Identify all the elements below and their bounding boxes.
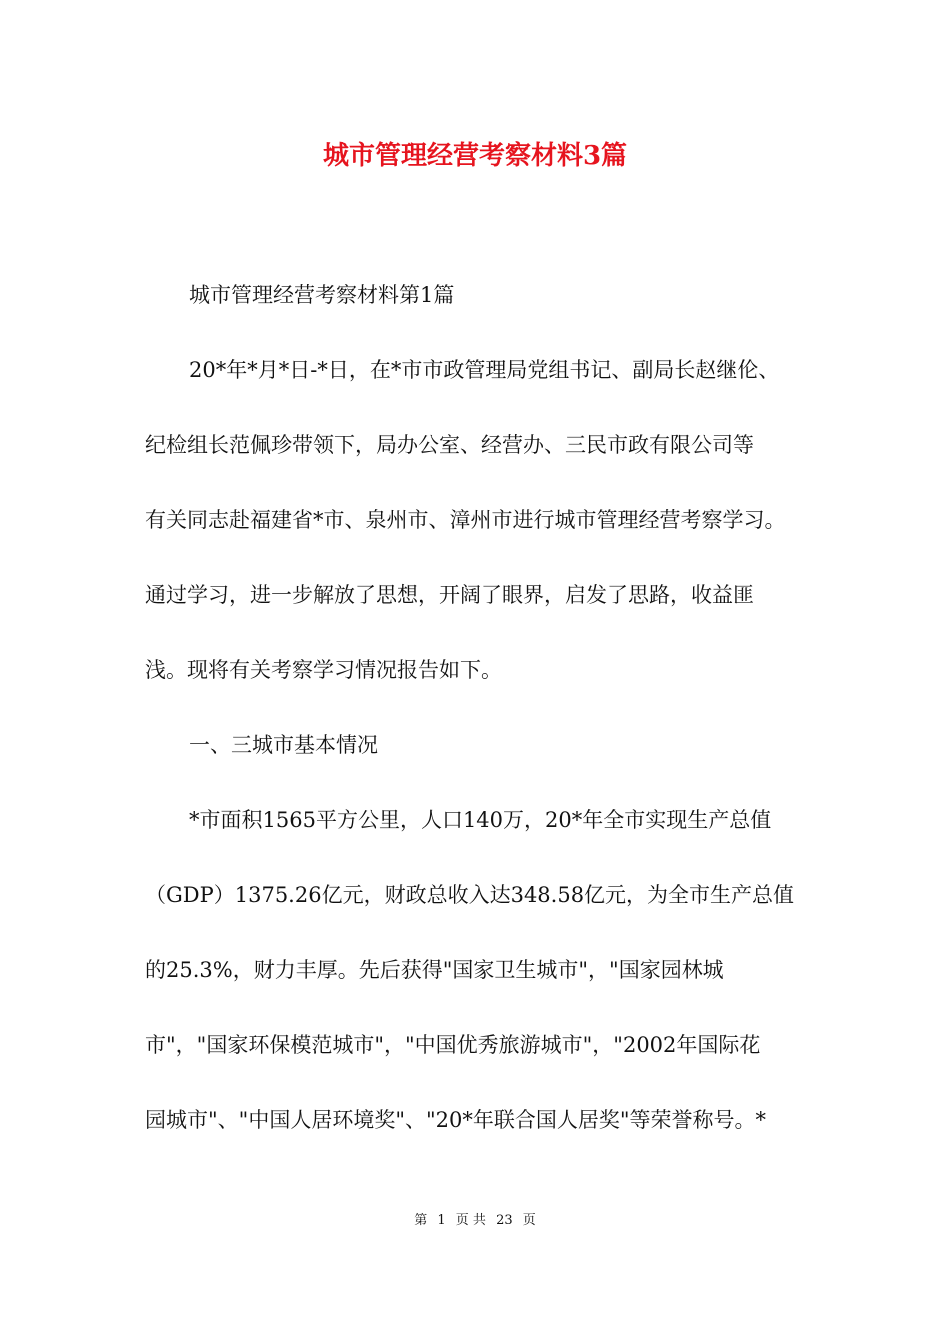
paragraph-line: （GDP）1375.26亿元，财政总收入达348.58亿元，为全市生产总值 bbox=[145, 883, 795, 907]
document-title: 城市管理经营考察材料3篇 bbox=[322, 141, 628, 171]
paragraph-line: 园城市"、"中国人居环境奖"、"20*年联合国人居奖"等荣誉称号。* bbox=[145, 1108, 767, 1132]
paragraph-line: 有关同志赴福建省*市、泉州市、漳州市进行城市管理经营考察学习。 bbox=[145, 508, 786, 532]
subsection-heading: 一、三城市基本情况 bbox=[189, 733, 378, 757]
section-heading: 城市管理经营考察材料第1篇 bbox=[189, 283, 455, 307]
page-label-suffix: 页 bbox=[522, 1213, 536, 1228]
page-number: 1 bbox=[437, 1213, 446, 1228]
page-label-prefix: 第 bbox=[414, 1213, 428, 1228]
paragraph-line: 通过学习，进一步解放了思想，开阔了眼界，启发了思路，收益匪 bbox=[145, 583, 754, 607]
page-footer bbox=[0, 1209, 950, 1228]
paragraph-line: *市面积1565平方公里，人口140万，20*年全市实现生产总值 bbox=[189, 808, 772, 832]
paragraph-line: 浅。现将有关考察学习情况报告如下。 bbox=[145, 658, 502, 682]
total-pages: 23 bbox=[496, 1213, 513, 1228]
paragraph-line: 的25.3%，财力丰厚。先后获得"国家卫生城市"，"国家园林城 bbox=[145, 958, 724, 982]
page-label-mid: 页 共 bbox=[455, 1213, 486, 1228]
paragraph-line: 市"，"国家环保模范城市"，"中国优秀旅游城市"，"2002年国际花 bbox=[145, 1033, 761, 1057]
paragraph-line: 20*年*月*日-*日，在*市市政管理局党组书记、副局长赵继伦、 bbox=[189, 358, 780, 382]
paragraph-line: 纪检组长范佩珍带领下，局办公室、经营办、三民市政有限公司等 bbox=[145, 433, 754, 457]
document-body bbox=[145, 258, 815, 1158]
